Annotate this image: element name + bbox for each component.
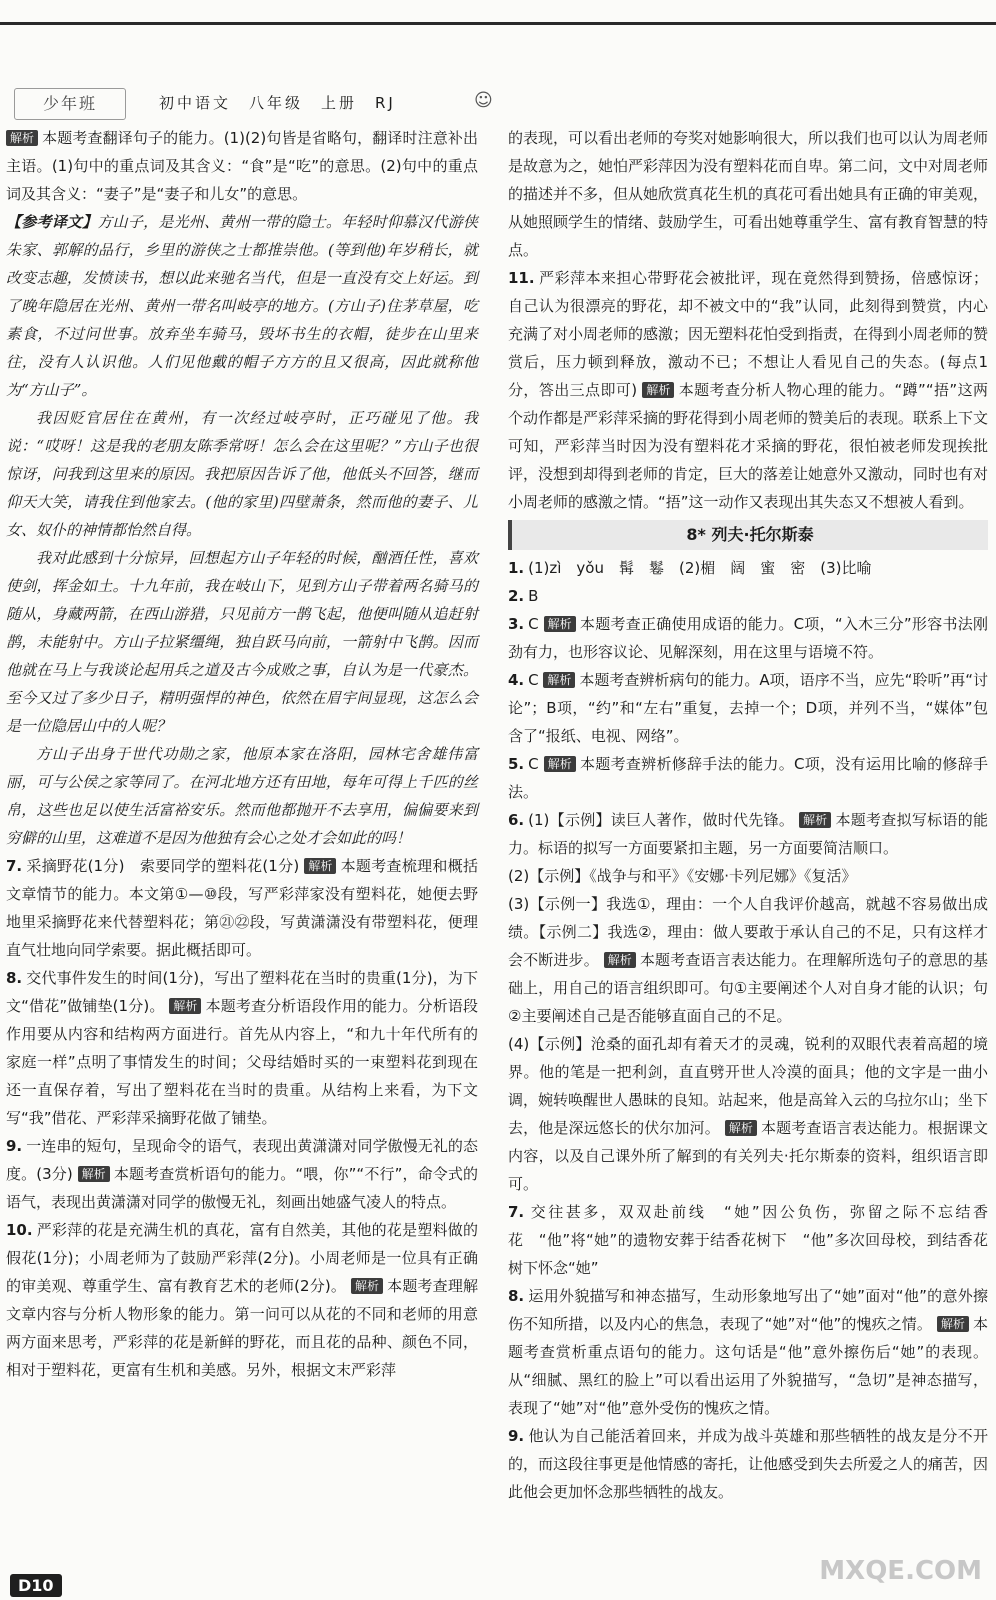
answer-continuation: 的表现，可以看出老师的夸奖对她影响很大，所以我们也可以认为周老师是故意为之，她怕严彩萍因为没有塑料花而自卑。第二问，文中对周老师的描述并不多，但从她欣赏真花生机的真花可看出她具有正确的审美观，从她照顾学生的情绪、鼓励学生，可看出她尊重学生、富有教育智慧的特点。 bbox=[508, 129, 989, 259]
answer-item: 9. 他认为自己能活着回来，并成为战斗英雄和那些牺牲的战友是分不开的，而这段往事更是他情感的寄托，让他感受到失去所爱之人的痛苦，因此他会更加怀念那些牺牲的战友。 bbox=[508, 1427, 989, 1501]
section-title: 8* 列夫·托尔斯泰 bbox=[508, 520, 988, 550]
answer-note: 解析 本题考查翻译句子的能力。(1)(2)句皆是省略句，翻译时注意补出主语。(1)句中的重点词及其含义：“食”是“吃”的意思。(2)句中的重点词及其含义：“妻子”是“妻子和儿女”的意思。 bbox=[6, 129, 478, 203]
answer-item: 1. (1)zì yǒu 髯 鬈 (2)楣 阔 蜜 密 (3)比喻 bbox=[508, 559, 872, 577]
course-label: 初中语文 八年级 上册 RJ bbox=[159, 94, 396, 112]
answer-item: 4. C 解析 本题考查辨析病句的能力。A项，语序不当，应先“聆听”再“讨论”；B项，“约”和“左右”重复，去掉一个；D项，并列不当，“媒体”包含了“报纸、电视、网络”。 bbox=[508, 671, 988, 745]
watermark: MXQE.COM bbox=[819, 1556, 982, 1586]
answer-item: 10. 严彩萍的花是充满生机的真花，富有自然美，其他的花是塑料做的假花(1分)；小周老师为了鼓励严彩萍(2分)。小周老师是一位具有正确的审美观、尊重学生、富有教育艺术的老师(2分)。 解析 本题考查理解文章内容与分析人物形象的能力。第一问可以从花的不同和老师的用意两方面来思考，严彩萍的花是新鲜的野花，而且花的品种、颜色不同，相对于塑料花，更富有生机和美感。另外，根据文末严彩萍 bbox=[6, 1221, 478, 1379]
page-header bbox=[14, 88, 493, 118]
answer-item: 8. 运用外貌描写和神态描写，生动形象地写出了“她”面对“他”的意外擦伤不知所措，以及内心的焦急，表现了“她”对“他”的愧疚之情。 解析 本题考查赏析重点语句的能力。这句话是“他”意外擦伤后“她”的表现。从“细腻、黑红的脸上”可以看出运用了外貌描写，“急切”是神态描写，表现了“她”对“他”意外受伤的愧疚之情。 bbox=[508, 1287, 988, 1417]
translation-paragraph: 我对此感到十分惊异，回想起方山子年轻的时候，酗酒任性，喜欢使剑，挥金如土。十九年前，我在岐山下，见到方山子带着两名骑马的随从，身藏两箭，在西山游猎，只见前方一鹊飞起，他便叫随从追赶射鹊，未能射中。方山子拉紧缰绳，独自跃马向前，一箭射中飞鹊。因而他就在马上与我谈论起用兵之道及古今成败之事，自认为是一代豪杰。至今又过了多少日子，精明强悍的神色，依然在眉宇间显现，这怎么会是一位隐居山中的人呢？ bbox=[6, 549, 478, 735]
answer-item: 5. C 解析 本题考查辨析修辞手法的能力。C项，没有运用比喻的修辞手法。 bbox=[508, 755, 988, 801]
brand-logo: 少年班 bbox=[14, 88, 126, 120]
answer-subitem: (3)【示例一】我选①，理由：一个人自我评价越高，就越不容易做出成绩。【示例二】我选②，理由：做人要敢于承认自己的不足，只有这样才会不断进步。 解析 本题考查语言表达能力。在理解所选句子的意思的基础上，用自己的语言组织即可。句①主要阐述个人对自身才能的认识；句②主要阐述自己是否能够直面自己的不足。 bbox=[508, 895, 988, 1025]
answer-subitem: (2)【示例】《战争与和平》《安娜·卡列尼娜》《复活》 bbox=[508, 867, 857, 885]
reference-translation: 【参考译文】方山子，是光州、黄州一带的隐士。年轻时仰慕汉代游侠朱家、郭解的品行，乡里的游侠之士都推崇他。(等到他)年岁稍长，就改变志趣，发愤读书，想以此来驰名当代，但是一直没有交上好运。到了晚年隐居在光州、黄州一带名叫岐亭的地方。(方山子)住茅草屋，吃素食，不过问世事。放弃坐车骑马，毁坏书生的衣帽，徒步在山里来往，没有人认识他。人们见他戴的帽子方方的且又很高，因此就称他为“方山子”。 bbox=[6, 213, 478, 399]
answer-item: 6. (1)【示例】读巨人著作，做时代先锋。 解析 本题考查拟写标语的能力。标语的拟写一方面要紧扣主题，另一方面要简洁顺口。 bbox=[508, 811, 988, 857]
answer-item: 7. 采摘野花(1分) 索要同学的塑料花(1分) 解析 本题考查梳理和概括文章情节的能力。本文第①—⑩段，写严彩萍家没有塑料花，她便去野地里采摘野花来代替塑料花；第㉑㉒段，写黄潇潇没有带塑料花，便理直气壮地向同学索要。据此概括即可。 bbox=[6, 857, 478, 959]
translation-paragraph: 方山子出身于世代功勋之家，他原本家在洛阳，园林宅舍雄伟富丽，可与公侯之家等同了。在河北地方还有田地，每年可得上千匹的丝帛，这些也足以使生活富裕安乐。然而他都抛开不去享用，偏偏要来到穷僻的山里，这难道不是因为他独有会心之处才会如此的吗！ bbox=[6, 745, 478, 847]
translation-paragraph: 我因贬官居住在黄州，有一次经过岐亭时，正巧碰见了他。我说：“哎呀！这是我的老朋友陈季常呀！怎么会在这里呢？”方山子也很惊讶，问我到这里来的原因。我把原因告诉了他，他低头不回答，继而仰天大笑，请我住到他家去。(他的家里)四壁萧条，然而他的妻子、儿女、奴仆的神情都怡然自得。 bbox=[6, 409, 478, 539]
left-column bbox=[6, 124, 478, 1384]
right-column bbox=[508, 124, 988, 1506]
answer-item: 9. 一连串的短句，呈现命令的语气，表现出黄潇潇对同学傲慢无礼的态度。(3分) 解析 本题考查赏析语句的能力。“喂，你”“不行”，命令式的语气，表现出黄潇潇对同学的傲慢无礼，刻画出她盛气凌人的特点。 bbox=[6, 1137, 478, 1211]
top-rule bbox=[0, 22, 996, 25]
cartoon-icon: ☺ bbox=[474, 90, 493, 111]
analysis-tag: 解析 bbox=[6, 130, 38, 146]
answer-item: 8. 交代事件发生的时间(1分)，写出了塑料花在当时的贵重(1分)，为下文“借花”做铺垫(1分)。 解析 本题考查分析语段作用的能力。分析语段作用要从内容和结构两方面进行。首先从内容上，“和九十年代所有的家庭一样”点明了事情发生的时间；父母结婚时买的一束塑料花到现在还一直保存着，写出了塑料花在当时的贵重。从结构上来看，为下文写“我”借花、严彩萍采摘野花做了铺垫。 bbox=[6, 969, 478, 1127]
answer-item: 7. 交往甚多，双双赴前线 “她”因公负伤，弥留之际不忘结香花 “他”将“她”的遗物安葬于结香花树下 “他”多次回母校，到结香花树下怀念“她” bbox=[508, 1203, 988, 1277]
answer-subitem: (4)【示例】沧桑的面孔却有着天才的灵魂，锐利的双眼代表着高超的境界。他的笔是一把利剑，直直劈开世人冷漠的面具；他的文字是一曲小调，婉转唤醒世人愚昧的良知。站起来，他是高耸入云的乌拉尔山；坐下去，他是深远悠长的伏尔加河。 解析 本题考查语言表达能力。根据课文内容，以及自己课外所了解到的有关列夫·托尔斯泰的资料，组织语言即可。 bbox=[508, 1035, 989, 1193]
answer-item: 2. B bbox=[508, 587, 539, 605]
page-number: D10 bbox=[10, 1574, 62, 1597]
answer-item: 3. C 解析 本题考查正确使用成语的能力。C项，“入木三分”形容书法刚劲有力，也形容议论、见解深刻，用在这里与语境不符。 bbox=[508, 615, 988, 661]
answer-item: 11. 严彩萍本来担心带野花会被批评，现在竟然得到赞扬，倍感惊讶；自己认为很漂亮的野花，却不被文中的“我”认同，此刻得到赞赏，内心充满了对小周老师的感激；因无塑料花怕受到指责，在得到小周老师的赞赏后，压力顿到释放，激动不已；不想让人看见自己的失态。(每点1分，答出三点即可) 解析 本题考查分析人物心理的能力。“蹲”“捂”这两个动作都是严彩萍采摘的野花得到小周老师的赞美后的表现。联系上下文可知，严彩萍当时因为没有塑料花才采摘的野花，很怕被老师发现挨批评，没想到却得到老师的肯定，巨大的落差让她意外又激动，同时也有对小周老师的感激之情。“捂”这一动作又表现出其失态又不想被人看到。 bbox=[508, 269, 989, 511]
